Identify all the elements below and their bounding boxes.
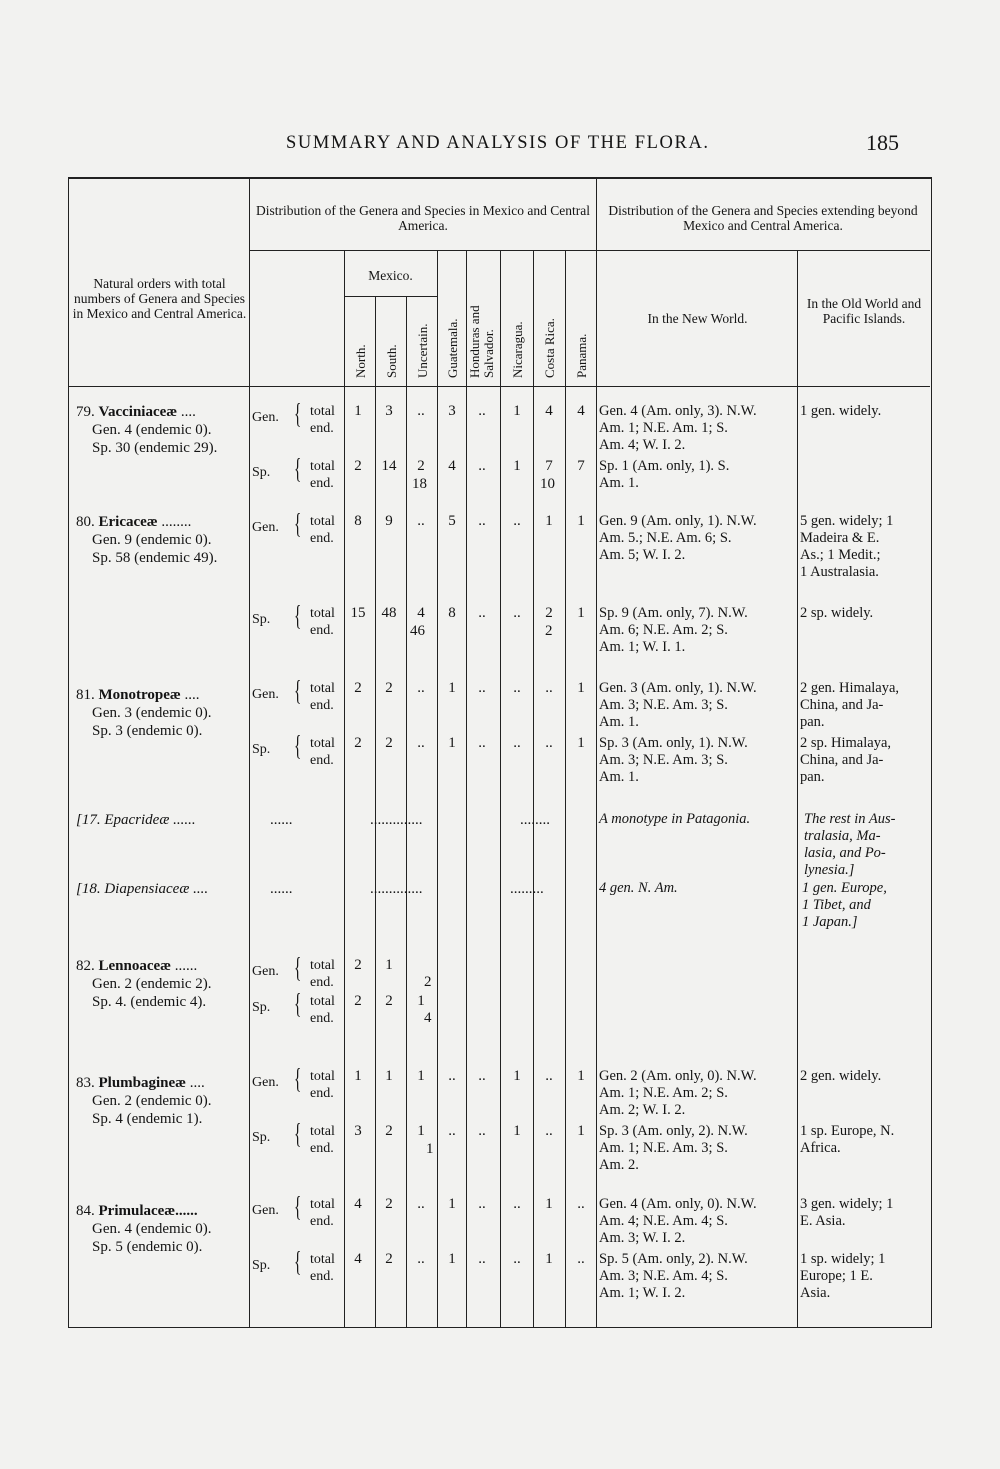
end-label: end. — [310, 1011, 334, 1026]
sp-end-value: 4 — [424, 1010, 432, 1026]
header-mexico: Mexico. — [368, 268, 413, 283]
end-label: end. — [310, 623, 334, 638]
order-number: 82. — [76, 958, 99, 974]
new-world-text: Am. 3; N.E. Am. 3; S. — [599, 752, 728, 768]
sp-value: 1 — [417, 993, 425, 1009]
dots: .............. — [370, 881, 423, 897]
gen-value: 9 — [385, 513, 393, 529]
order-name — [76, 513, 191, 531]
leader-dots: .... — [177, 404, 196, 420]
gen-value: .. — [513, 513, 521, 529]
new-world-text: Gen. 9 (Am. only, 1). N.W. — [599, 513, 757, 529]
sp-value: 1 — [513, 1123, 521, 1139]
order-name — [76, 1202, 198, 1220]
order-gen-count: Gen. 3 (endemic 0). — [92, 705, 212, 721]
row-kind-label: Gen. — [252, 964, 279, 979]
gen-value: .. — [513, 680, 521, 696]
header-rule — [249, 250, 930, 251]
new-world-text: Am. 6; N.E. Am. 2; S. — [599, 622, 728, 638]
order-sp-count: Sp. 4. (endemic 4). — [92, 994, 207, 1010]
sp-value: .. — [577, 1251, 585, 1267]
row-kind-label: Gen. — [252, 1203, 279, 1218]
old-world-text: The rest in Aus- — [804, 811, 896, 827]
row-kind-label: Sp. — [252, 612, 271, 627]
old-world-text: 1 Tibet, and — [802, 897, 871, 913]
col-rule-costarica — [533, 250, 534, 1327]
sp-value: .. — [513, 1251, 521, 1267]
new-world-text: Am. 5.; N.E. Am. 6; S. — [599, 530, 732, 546]
end-label: end. — [310, 1141, 334, 1156]
gen-value: 1 — [448, 680, 456, 696]
new-world-text: Am. 4; W. I. 2. — [599, 437, 686, 453]
leader-dots: .... — [180, 687, 200, 703]
total-label: total — [310, 1252, 335, 1267]
header-nicaragua: Nicaragua. — [510, 321, 525, 378]
old-world-text: pan. — [800, 714, 825, 730]
new-world-text: Gen. 2 (Am. only, 0). N.W. — [599, 1068, 757, 1084]
old-world-text: 1 sp. Europe, N. — [800, 1123, 895, 1139]
sp-value: .. — [478, 605, 486, 621]
old-world-text: E. Asia. — [800, 1213, 846, 1229]
new-world-text: Sp. 5 (Am. only, 2). N.W. — [599, 1251, 748, 1267]
total-label: total — [310, 1197, 335, 1212]
sp-value: .. — [478, 1251, 486, 1267]
end-label: end. — [310, 753, 334, 768]
sp-value: .. — [448, 1123, 456, 1139]
gen-value: 2 — [385, 680, 393, 696]
sp-value: .. — [513, 735, 521, 751]
old-world-text: 2 sp. Himalaya, — [800, 735, 892, 751]
dots: ........ — [520, 812, 550, 828]
col-rule-guatemala — [437, 250, 438, 1327]
old-world-text: lynesia.] — [804, 862, 855, 878]
sp-value: 14 — [381, 458, 397, 474]
total-label: total — [310, 736, 335, 751]
mexico-rule — [344, 296, 437, 297]
old-world-text: 5 gen. widely; 1 — [800, 513, 894, 529]
sp-value: 4 — [417, 605, 425, 621]
sp-value: 1 — [417, 1123, 425, 1139]
sp-value: 2 — [545, 605, 553, 621]
order-genus-name: Lennoaceæ — [98, 958, 171, 974]
new-world-text: Gen. 4 (Am. only, 0). N.W. — [599, 1196, 757, 1212]
new-world-text: Am. 3; N.E. Am. 3; S. — [599, 697, 728, 713]
old-world-text: 1 Japan.] — [802, 914, 858, 930]
sp-value: 48 — [381, 605, 397, 621]
old-world-text: China, and Ja- — [800, 697, 884, 713]
row-kind-label: Gen. — [252, 687, 279, 702]
order-genus-name: Monotropeæ — [98, 687, 181, 703]
sp-value: .. — [478, 458, 486, 474]
row-kind-label: Sp. — [252, 1000, 271, 1015]
sp-value: .. — [513, 605, 521, 621]
order-sp-count: Sp. 5 (endemic 0). — [92, 1239, 203, 1255]
brace-mark: { — [294, 731, 302, 762]
gen-value: .. — [417, 680, 425, 696]
header-uncertain: Uncertain. — [415, 323, 430, 378]
gen-value: .. — [417, 1196, 425, 1212]
new-world-text: Am. 5; W. I. 2. — [599, 547, 686, 563]
running-head: SUMMARY AND ANALYSIS OF THE FLORA. — [286, 133, 710, 153]
brace-mark: { — [294, 509, 302, 540]
leader-dots: ...... — [171, 958, 198, 974]
row-kind-label: Gen. — [252, 1075, 279, 1090]
sp-value: 1 — [577, 1123, 585, 1139]
brace-mark: { — [294, 1247, 302, 1278]
total-label: total — [310, 1124, 335, 1139]
sp-end-value: 18 — [412, 476, 427, 492]
gen-value: 1 — [577, 680, 585, 696]
order-name: [18. Diapensiaceæ .... — [76, 881, 209, 897]
new-world-text: Am. 1; W. I. 1. — [599, 639, 686, 655]
old-world-text: Europe; 1 E. — [800, 1268, 873, 1284]
dots: .............. — [370, 812, 423, 828]
new-world-text: Am. 3; N.E. Am. 4; S. — [599, 1268, 728, 1284]
gen-value: 1 — [385, 1068, 393, 1084]
brace-mark: { — [294, 454, 302, 485]
total-label: total — [310, 514, 335, 529]
sp-value: 4 — [354, 1251, 362, 1267]
new-world-text: 4 gen. N. Am. — [599, 880, 678, 896]
sp-value: 15 — [350, 605, 366, 621]
sp-end-value: 10 — [540, 476, 555, 492]
order-gen-count: Gen. 9 (endemic 0). — [92, 532, 212, 548]
old-world-text: 2 gen. widely. — [800, 1068, 882, 1084]
order-sp-count: Sp. 4 (endemic 1). — [92, 1111, 203, 1127]
col-rule-nicaragua — [500, 250, 501, 1327]
order-number: 83. — [76, 1075, 99, 1091]
total-label: total — [310, 958, 335, 973]
dots: ...... — [270, 881, 293, 897]
row-kind-label: Sp. — [252, 1130, 271, 1145]
end-label: end. — [310, 531, 334, 546]
sp-value: 8 — [448, 605, 456, 621]
gen-value: .. — [478, 680, 486, 696]
sp-value: 2 — [417, 458, 425, 474]
header-dist-beyond: Distribution of the Genera and Species extending beyond Mexico and Central America. — [608, 203, 918, 233]
row-kind-label: Gen. — [252, 410, 279, 425]
sp-value: .. — [478, 735, 486, 751]
order-genus-name: Plumbagineæ — [98, 1075, 187, 1091]
old-world-text: 3 gen. widely; 1 — [800, 1196, 894, 1212]
sp-value: 2 — [354, 458, 362, 474]
new-world-text: Am. 2. — [599, 1157, 639, 1173]
order-genus-name: Primulaceæ...... — [98, 1203, 198, 1219]
dots: ......... — [510, 881, 544, 897]
gen-value: 2 — [354, 680, 362, 696]
gen-value: 1 — [354, 1068, 362, 1084]
order-gen-count: Gen. 4 (endemic 0). — [92, 1221, 212, 1237]
order-gen-count: Gen. 2 (endemic 2). — [92, 976, 212, 992]
sp-value: 3 — [354, 1123, 362, 1139]
header-costa-rica: Costa Rica. — [542, 318, 557, 378]
sp-value: 1 — [448, 1251, 456, 1267]
header-south: South. — [384, 344, 399, 378]
gen-value: 1 — [513, 403, 521, 419]
gen-value: 2 — [354, 957, 362, 973]
sp-value: .. — [545, 1123, 553, 1139]
new-world-text: Am. 4; N.E. Am. 4; S. — [599, 1213, 728, 1229]
order-genus-name: Vacciniaceæ — [98, 404, 178, 420]
end-label: end. — [310, 1214, 334, 1229]
brace-mark: { — [294, 953, 302, 984]
new-world-text: Am. 1. — [599, 714, 639, 730]
gen-value: 1 — [513, 1068, 521, 1084]
end-label: end. — [310, 1086, 334, 1101]
row-kind-label: Gen. — [252, 520, 279, 535]
gen-value: 4 — [577, 403, 585, 419]
gen-value: .. — [513, 1196, 521, 1212]
old-world-text: tralasia, Ma- — [804, 828, 881, 844]
sp-value: .. — [417, 735, 425, 751]
sp-value: 2 — [385, 993, 393, 1009]
new-world-text: Am. 2; W. I. 2. — [599, 1102, 686, 1118]
gen-value: .. — [417, 513, 425, 529]
total-label: total — [310, 681, 335, 696]
page-number: 185 — [866, 130, 899, 155]
order-name — [76, 957, 197, 975]
gen-value: .. — [545, 1068, 553, 1084]
header-guatemala: Guatemala. — [445, 318, 460, 378]
brace-mark: { — [294, 601, 302, 632]
leader-dots: .... — [186, 1075, 205, 1091]
sp-end-value: 2 — [545, 623, 553, 639]
col-rule-oldworld — [797, 250, 798, 1327]
gen-value: 3 — [385, 403, 393, 419]
sp-value: 2 — [385, 1251, 393, 1267]
gen-value: 4 — [545, 403, 553, 419]
old-world-text: lasia, and Po- — [804, 845, 886, 861]
order-gen-count: Gen. 2 (endemic 0). — [92, 1093, 212, 1109]
end-label: end. — [310, 476, 334, 491]
gen-value: 1 — [577, 1068, 585, 1084]
sp-value: .. — [478, 1123, 486, 1139]
gen-value: 1 — [577, 513, 585, 529]
brace-mark: { — [294, 1192, 302, 1223]
order-gen-count: Gen. 4 (endemic 0). — [92, 422, 212, 438]
new-world-text: Sp. 9 (Am. only, 7). N.W. — [599, 605, 748, 621]
sp-value: 1 — [448, 735, 456, 751]
dots: ...... — [270, 812, 293, 828]
gen-value: .. — [545, 680, 553, 696]
order-number: 79. — [76, 404, 99, 420]
gen-end-value: 2 — [424, 974, 432, 990]
gen-value: .. — [478, 403, 486, 419]
new-world-text: Sp. 1 (Am. only, 1). S. — [599, 458, 730, 474]
brace-mark: { — [294, 1064, 302, 1095]
header-new-world: In the New World. — [647, 311, 748, 326]
old-world-text: Africa. — [800, 1140, 841, 1156]
order-sp-count: Sp. 58 (endemic 49). — [92, 550, 218, 566]
new-world-text: Am. 1; N.E. Am. 2; S. — [599, 1085, 728, 1101]
gen-value: 1 — [448, 1196, 456, 1212]
new-world-text: Gen. 3 (Am. only, 1). N.W. — [599, 680, 757, 696]
gen-value: 8 — [354, 513, 362, 529]
order-name: [17. Epacrideæ ...... — [76, 812, 196, 828]
old-world-text: pan. — [800, 769, 825, 785]
gen-value: 1 — [417, 1068, 425, 1084]
brace-mark: { — [294, 676, 302, 707]
col-rule-honduras — [466, 250, 467, 1327]
order-name — [76, 403, 196, 421]
sp-value: 2 — [354, 735, 362, 751]
gen-value: .. — [448, 1068, 456, 1084]
order-sp-count: Sp. 3 (endemic 0). — [92, 723, 203, 739]
gen-value: 2 — [385, 1196, 393, 1212]
header-natural-orders: Natural orders with total numbers of Genera and Species in Mexico and Central America. — [72, 276, 247, 321]
total-label: total — [310, 994, 335, 1009]
brace-mark: { — [294, 1119, 302, 1150]
sp-value: 7 — [577, 458, 585, 474]
leader-dots: ........ — [157, 514, 192, 530]
header-old-world: In the Old World and Pacific Islands. — [806, 296, 922, 326]
order-name — [76, 1074, 205, 1092]
gen-value: 1 — [385, 957, 393, 973]
row-kind-label: Sp. — [252, 465, 271, 480]
col-rule-2 — [596, 177, 597, 1327]
old-world-text: As.; 1 Medit.; — [800, 547, 881, 563]
new-world-text: Am. 1; N.E. Am. 3; S. — [599, 1140, 728, 1156]
new-world-text: Am. 3; W. I. 2. — [599, 1230, 686, 1246]
gen-value: 1 — [545, 1196, 553, 1212]
new-world-text: Gen. 4 (Am. only, 3). N.W. — [599, 403, 757, 419]
row-kind-label: Sp. — [252, 742, 271, 757]
order-number: 81. — [76, 687, 99, 703]
gen-value: .. — [478, 1196, 486, 1212]
new-world-text: Am. 1. — [599, 475, 639, 491]
sp-value: 4 — [448, 458, 456, 474]
gen-value: 5 — [448, 513, 456, 529]
order-number: 80. — [76, 514, 99, 530]
total-label: total — [310, 1069, 335, 1084]
total-label: total — [310, 459, 335, 474]
sp-value: 7 — [545, 458, 553, 474]
brace-mark: { — [294, 399, 302, 430]
sp-value: 1 — [577, 735, 585, 751]
old-world-text: 1 Australasia. — [800, 564, 879, 580]
header-north: North. — [353, 344, 368, 378]
new-world-text: Am. 1. — [599, 769, 639, 785]
sp-end-value: 1 — [426, 1141, 434, 1157]
end-label: end. — [310, 975, 334, 990]
order-number: 84. — [76, 1203, 99, 1219]
gen-value: 3 — [448, 403, 456, 419]
gen-value: .. — [478, 1068, 486, 1084]
col-rule-panama — [565, 250, 566, 1327]
header-honduras: Honduras and Salvador. — [467, 305, 496, 378]
gen-value: .. — [577, 1196, 585, 1212]
gen-value: 4 — [354, 1196, 362, 1212]
old-world-text: Madeira & E. — [800, 530, 880, 546]
sp-end-value: 46 — [410, 623, 425, 639]
header-dist-mc: Distribution of the Genera and Species in Mexico and Central America. — [255, 203, 591, 233]
gen-value: 1 — [354, 403, 362, 419]
total-label: total — [310, 404, 335, 419]
end-label: end. — [310, 1269, 334, 1284]
row-kind-label: Sp. — [252, 1258, 271, 1273]
old-world-text: 2 sp. widely. — [800, 605, 874, 621]
old-world-text: Asia. — [800, 1285, 831, 1301]
gen-value: 1 — [545, 513, 553, 529]
sp-value: 2 — [385, 1123, 393, 1139]
old-world-text: 2 gen. Himalaya, — [800, 680, 900, 696]
sp-value: 1 — [545, 1251, 553, 1267]
old-world-text: 1 sp. widely; 1 — [800, 1251, 886, 1267]
body-rule — [68, 386, 930, 387]
new-world-text: Sp. 3 (Am. only, 1). N.W. — [599, 735, 748, 751]
header-panama: Panama. — [574, 333, 589, 378]
sp-value: 2 — [354, 993, 362, 1009]
order-name — [76, 686, 199, 704]
order-genus-name: Ericaceæ — [98, 514, 158, 530]
sp-value: .. — [417, 1251, 425, 1267]
sp-value: .. — [545, 735, 553, 751]
new-world-text: Am. 1; N.E. Am. 1; S. — [599, 420, 728, 436]
new-world-text: A monotype in Patagonia. — [599, 811, 751, 827]
sp-value: 2 — [385, 735, 393, 751]
brace-mark: { — [294, 989, 302, 1020]
end-label: end. — [310, 698, 334, 713]
end-label: end. — [310, 421, 334, 436]
gen-value: .. — [478, 513, 486, 529]
sp-value: 1 — [513, 458, 521, 474]
total-label: total — [310, 606, 335, 621]
col-rule-1 — [249, 177, 250, 1327]
old-world-text: 1 gen. Europe, — [802, 880, 887, 896]
gen-value: .. — [417, 403, 425, 419]
order-sp-count: Sp. 30 (endemic 29). — [92, 440, 218, 456]
new-world-text: Sp. 3 (Am. only, 2). N.W. — [599, 1123, 748, 1139]
old-world-text: 1 gen. widely. — [800, 403, 882, 419]
new-world-text: Am. 1; W. I. 2. — [599, 1285, 686, 1301]
old-world-text: China, and Ja- — [800, 752, 884, 768]
sp-value: 1 — [577, 605, 585, 621]
